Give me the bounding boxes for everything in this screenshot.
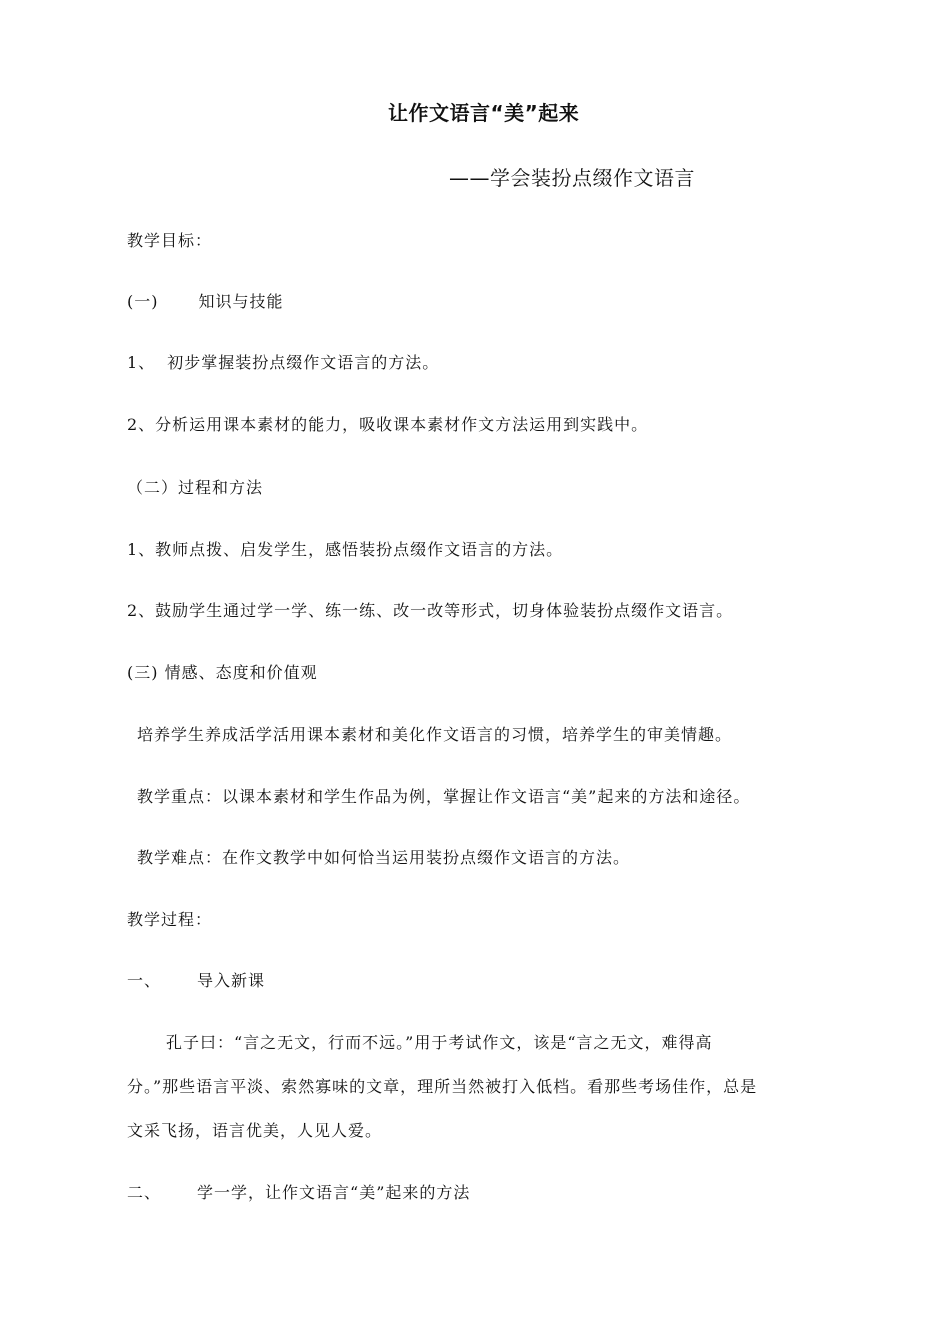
- step-marker: 二、: [127, 1183, 162, 1202]
- difficult-point: 教学难点：在作文教学中如何恰当运用装扮点缀作文语言的方法。: [137, 848, 631, 867]
- values-text: 培养学生养成活学活用课本素材和美化作文语言的习惯，培养学生的审美情趣。: [137, 725, 733, 744]
- list-item: 2、鼓励学生通过学一学、练一练、改一改等形式，切身体验装扮点缀作文语言。: [127, 601, 734, 620]
- list-item-text: 初步掌握装扮点缀作文语言的方法。: [167, 353, 440, 372]
- list-item-marker: 1、: [127, 353, 156, 372]
- paragraph-line: 分。”那些语言平淡、索然寡味的文章，理所当然被打入低档。看那些考场佳作，总是: [127, 1077, 758, 1096]
- step-label: 学一学，让作文语言“美”起来的方法: [197, 1183, 471, 1202]
- document-subtitle: ——学会装扮点缀作文语言: [449, 166, 695, 190]
- paragraph-line: 文采飞扬，语言优美，人见人爱。: [127, 1121, 383, 1140]
- step-heading-learn: [127, 1182, 470, 1204]
- key-point: 教学重点：以课本素材和学生作品为例，掌握让作文语言“美”起来的方法和途径。: [137, 787, 751, 806]
- section-heading-process: （二）过程和方法: [127, 478, 264, 497]
- section-label: 知识与技能: [198, 292, 284, 311]
- section-marker: (一): [127, 292, 159, 311]
- step-heading-intro: [127, 970, 265, 992]
- list-item: 2、分析运用课本素材的能力，吸收课本素材作文方法运用到实践中。: [127, 415, 649, 434]
- list-item: 1、教师点拨、启发学生，感悟装扮点缀作文语言的方法。: [127, 540, 564, 559]
- list-item: [127, 352, 439, 374]
- step-label: 导入新课: [197, 971, 266, 990]
- objectives-heading: 教学目标：: [127, 231, 213, 250]
- document-title: 让作文语言“美”起来: [388, 101, 580, 125]
- process-heading: 教学过程：: [127, 910, 213, 929]
- paragraph-line: 孔子曰：“言之无文，行而不远。”用于考试作文，该是“言之无文，难得高: [166, 1033, 713, 1052]
- section-heading-values: (三) 情感、态度和价值观: [127, 663, 318, 682]
- section-heading-knowledge: [127, 291, 284, 313]
- step-marker: 一、: [127, 971, 162, 990]
